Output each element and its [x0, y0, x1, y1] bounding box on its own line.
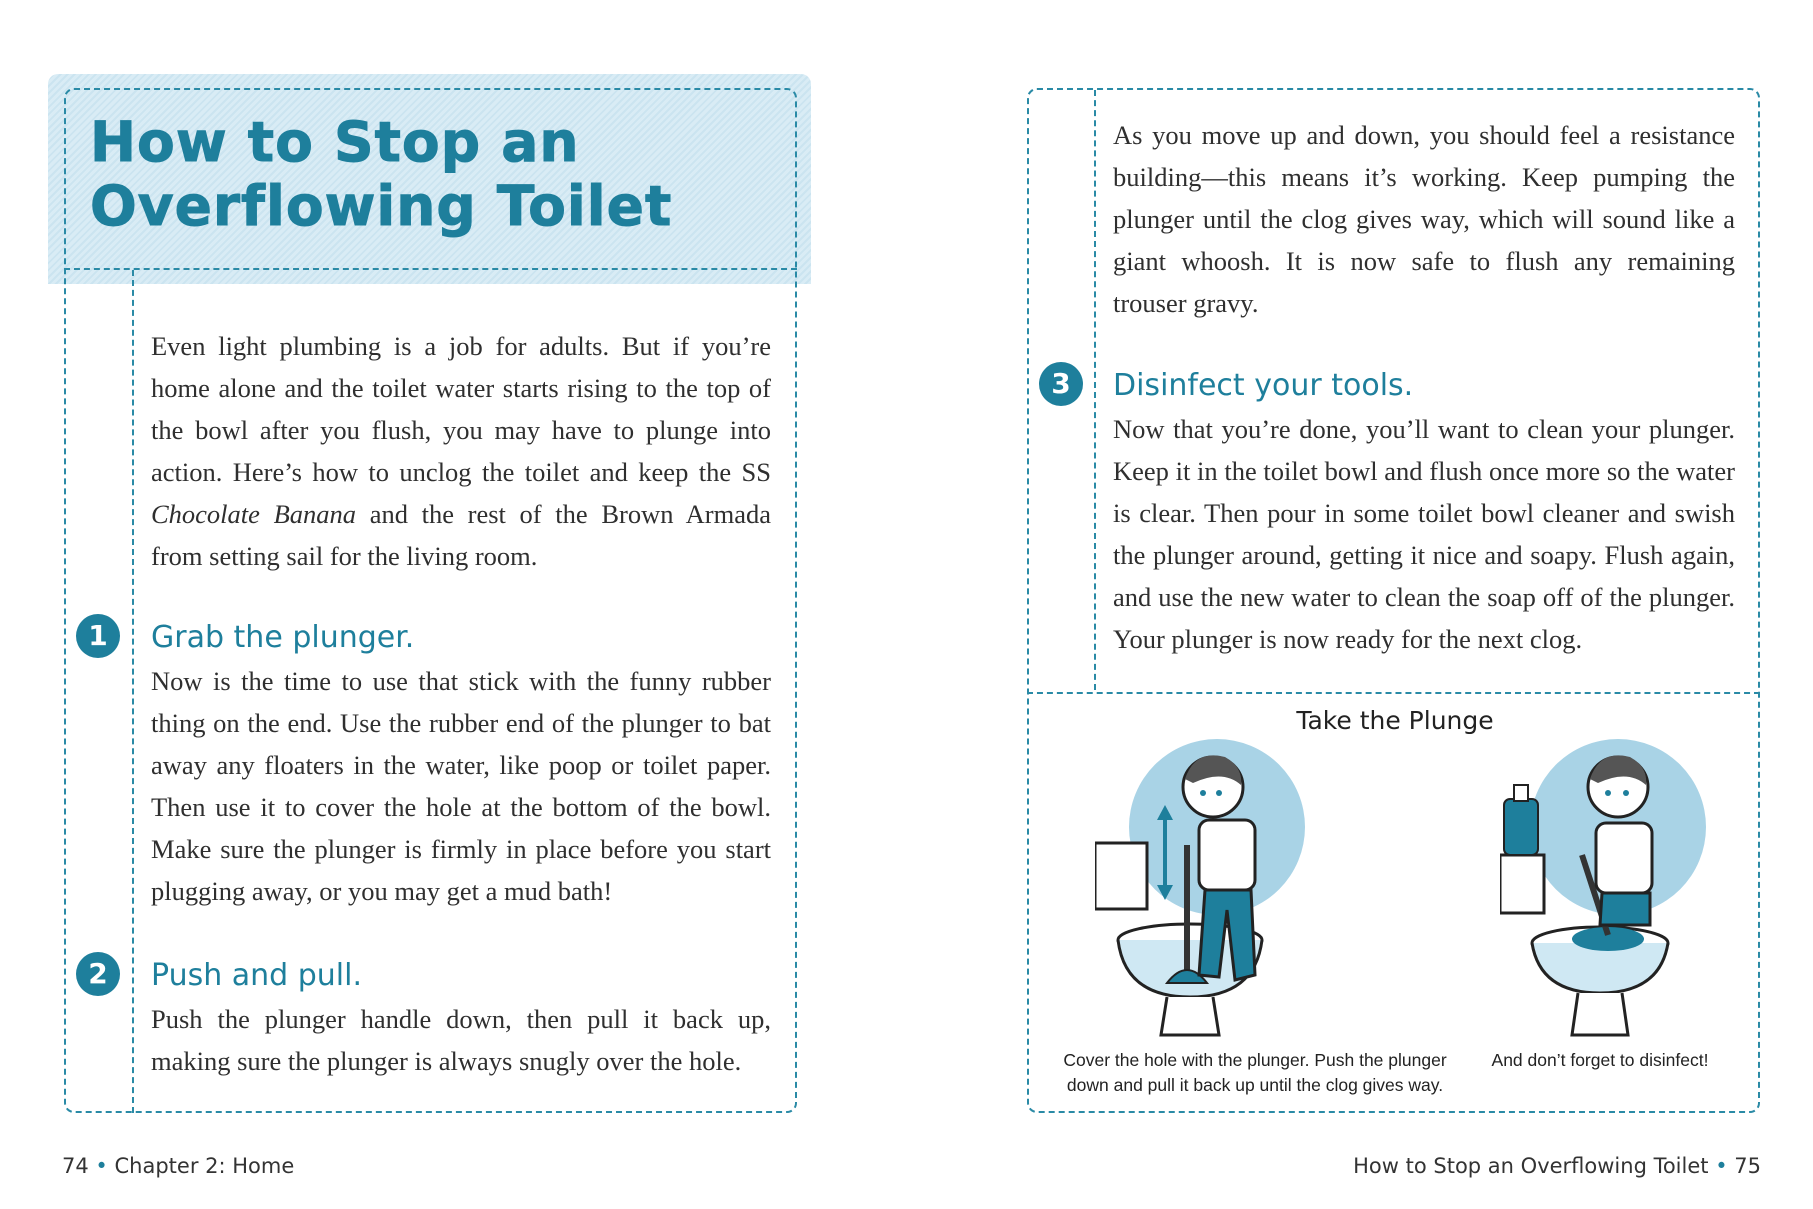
page-title: How to Stop an Overflowing Toilet: [90, 110, 673, 238]
step-3-number-badge: 3: [1039, 362, 1083, 406]
boy-body: [1596, 823, 1652, 893]
toilet-tank: [1095, 843, 1147, 909]
step-2-continued-body: As you move up and down, you should feel a resistance building—this means it’s working. Keep pumping the plunger until the clog gives way, which will sound like a giant whoosh. It is now safe to flush any remaining trouser gravy.: [1113, 120, 1735, 318]
footer-bullet: •: [95, 1154, 108, 1178]
chapter-label: Chapter 2: Home: [114, 1154, 295, 1178]
intro-italic: Chocolate Banana: [151, 499, 357, 529]
boy-body: [1199, 820, 1255, 890]
illustration-caption-right: And don’t forget to disinfect!: [1491, 1050, 1709, 1070]
right-page-footer: [1353, 1154, 1761, 1178]
illustration-caption-left: Cover the hole with the plunger. Push the plunger down and pull it back up until the clog gives way.: [1063, 1050, 1447, 1095]
step-2-body: Push the plunger handle down, then pull it back up, making sure the plunger is always snugly over the hole.: [151, 1004, 771, 1076]
intro-paragraph: [151, 325, 771, 577]
intro-text-start: Even light plumbing is a job for adults. But if you’re home alone and the toilet water starts rising to the top of the bowl after you flush, you may have to plunge into action. Here’s how to unclog the toilet and keep the SS: [151, 331, 771, 487]
plunging-boy-illustration: [1095, 735, 1325, 1045]
illustration-title: Take the Plunge: [1296, 706, 1494, 735]
disinfecting-boy-illustration: [1500, 735, 1730, 1045]
step-3-heading: Disinfect your tools.: [1113, 368, 1414, 403]
left-page-number: 74: [62, 1154, 89, 1178]
title-divider: [64, 268, 797, 270]
toilet-tank: [1500, 855, 1544, 913]
toilet-base: [1572, 993, 1628, 1035]
footer-bullet: •: [1715, 1154, 1728, 1178]
cleaner-bottle: [1504, 799, 1538, 855]
intro-text-end: and the rest of the Brown Armada from setting sail for the living room.: [151, 499, 771, 571]
toilet-base: [1161, 997, 1219, 1035]
step-1-heading: Grab the plunger.: [151, 620, 415, 655]
step-2-number-badge: 2: [76, 952, 120, 996]
left-margin-rule: [132, 270, 134, 1113]
left-page-footer: [62, 1154, 294, 1178]
step-1-body: Now is the time to use that stick with the funny rubber thing on the end. Use the rubber end of the plunger to bat away any floaters in the water, like poop or toilet paper. Then use it to cover the hole at the bottom of the bowl. Make sure the plunger is firmly in place before you start plugging away, or you may get a mud bath!: [151, 666, 771, 906]
illustration-divider: [1027, 692, 1760, 694]
step-2-heading: Push and pull.: [151, 958, 362, 993]
step-3-body: Now that you’re done, you’ll want to clean your plunger. Keep it in the toilet bowl and flush once more so the water is clear. Then pour in some toilet bowl cleaner and swish the plunger around, getting it nice and soapy. Flush again, and use the new water to clean the soap off of the plunger. Your plunger is now ready for the next clog.: [1113, 414, 1735, 654]
step-1-number-badge: 1: [76, 614, 120, 658]
right-margin-rule: [1094, 90, 1096, 690]
right-page-number: 75: [1734, 1154, 1761, 1178]
boy-legs: [1600, 893, 1650, 925]
running-title: How to Stop an Overflowing Toilet: [1353, 1154, 1709, 1178]
